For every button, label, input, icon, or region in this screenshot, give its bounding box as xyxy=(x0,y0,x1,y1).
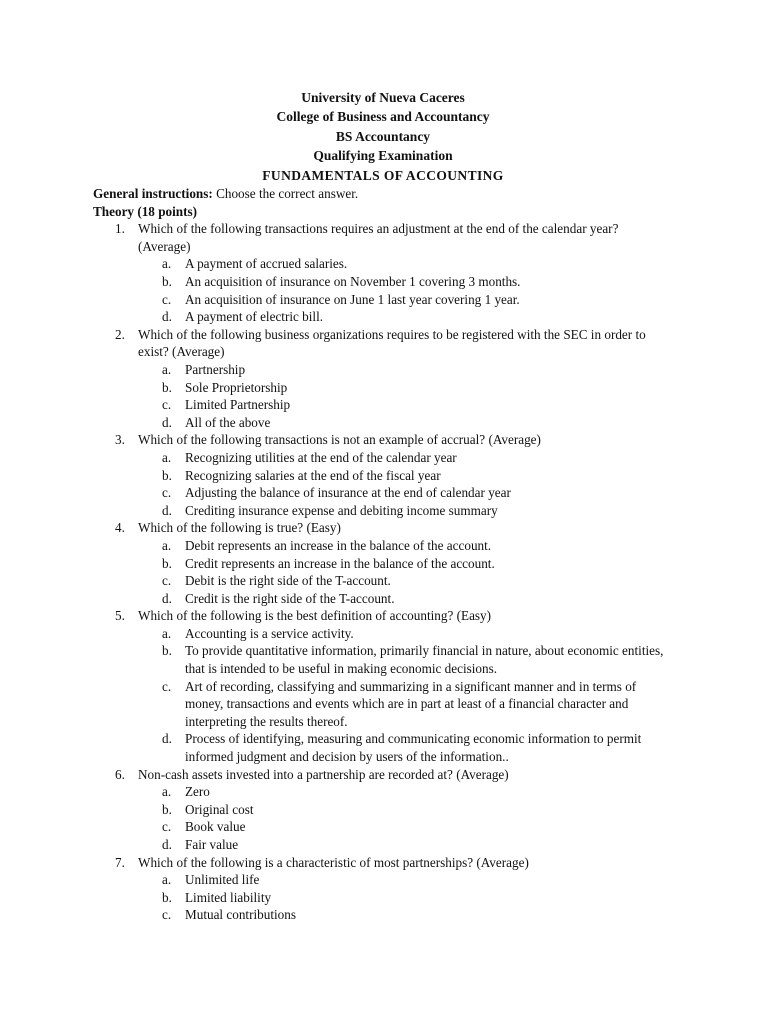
question-text: Which of the following transactions is not an example of accrual? (Average) xyxy=(138,432,541,448)
question-item xyxy=(93,220,673,326)
choice-text: Recognizing salaries at the end of the fiscal year xyxy=(185,467,441,483)
choice-text: Recognizing utilities at the end of the calendar year xyxy=(185,449,457,465)
question-number: 3. xyxy=(115,432,125,448)
choice-text: Limited Partnership xyxy=(185,397,291,413)
university-name: University of Nueva Caceres xyxy=(301,90,465,105)
choice-text: Credit represents an increase in the balance of the account. xyxy=(185,555,495,571)
choice-text: To provide quantitative information, primarily financial in nature, about economic entities, that is intended to be useful in making economic decisions. xyxy=(185,643,664,677)
choice-list xyxy=(138,871,673,924)
choice-item xyxy=(138,484,673,502)
choice-letter: d. xyxy=(162,837,172,852)
college-name: College of Business and Accountancy xyxy=(276,109,490,125)
question-text: Which of the following is a characteristic of most partnerships? (Average) xyxy=(138,854,529,870)
question-number: 5. xyxy=(115,608,125,624)
choice-letter: d. xyxy=(162,502,172,518)
choice-list xyxy=(138,255,673,325)
choice-letter: a. xyxy=(162,872,172,888)
choice-item xyxy=(138,642,673,677)
instructions-text: Choose the correct answer. xyxy=(212,186,359,202)
section-title: Theory (18 points) xyxy=(93,203,198,219)
choice-letter: a. xyxy=(162,256,172,272)
choice-text: All of the above xyxy=(185,414,271,430)
choice-text: A payment of electric bill. xyxy=(185,309,324,325)
choice-text: Debit is the right side of the T-account. xyxy=(185,573,391,589)
choice-list xyxy=(138,361,673,431)
choice-text: Limited liability xyxy=(185,889,272,905)
choice-item xyxy=(138,537,673,555)
question-item xyxy=(93,326,673,432)
choice-letter: a. xyxy=(162,625,172,641)
choice-letter: b. xyxy=(162,643,172,659)
choice-letter: b. xyxy=(162,467,172,483)
choice-text: Art of recording, classifying and summarizing in a significant manner and in terms of money, transactions and events which are in part at least of a financial character and interpreting the results thereof. xyxy=(185,678,637,729)
choice-item xyxy=(138,818,673,836)
choice-text: Partnership xyxy=(185,361,246,377)
choice-text: Adjusting the balance of insurance at the end of calendar year xyxy=(185,485,511,501)
choice-letter: c. xyxy=(162,397,172,413)
choice-item xyxy=(138,572,673,590)
choice-letter: a. xyxy=(162,361,172,377)
choice-text: Fair value xyxy=(185,837,239,852)
choice-letter: b. xyxy=(162,801,172,817)
choice-item xyxy=(138,730,673,765)
choice-list xyxy=(138,537,673,607)
question-item xyxy=(93,519,673,607)
choice-text: Book value xyxy=(185,819,246,835)
choice-letter: b. xyxy=(162,274,172,289)
question-text: Which of the following transactions requires an adjustment at the end of the calendar year? (Average) xyxy=(138,221,619,254)
question-list xyxy=(93,220,673,924)
choice-text: An acquisition of insurance on June 1 last year covering 1 year. xyxy=(185,291,520,307)
choice-letter: c. xyxy=(162,907,172,923)
choice-text: Sole Proprietorship xyxy=(185,379,288,395)
choice-text: Credit is the right side of the T-account. xyxy=(185,590,395,606)
general-instructions xyxy=(93,185,673,203)
choice-item xyxy=(138,414,673,432)
choice-item xyxy=(138,291,673,309)
choice-item xyxy=(138,906,673,924)
choice-item xyxy=(138,449,673,467)
choice-list xyxy=(138,783,673,853)
question-number: 1. xyxy=(115,221,125,237)
choice-item xyxy=(138,555,673,573)
choice-text: Mutual contributions xyxy=(185,907,296,923)
choice-letter: b. xyxy=(162,555,172,571)
choice-letter: d. xyxy=(162,414,172,430)
choice-letter: c. xyxy=(162,819,172,835)
question-text: Non-cash assets invested into a partnership are recorded at? (Average) xyxy=(138,766,509,782)
question-number: 4. xyxy=(115,520,125,536)
choice-text: Process of identifying, measuring and communicating economic information to permit informed judgment and decision by users of the information.. xyxy=(185,731,642,765)
choice-text: Accounting is a service activity. xyxy=(185,625,354,641)
choice-item xyxy=(138,871,673,889)
program-name: BS Accountancy xyxy=(335,128,431,144)
choice-item xyxy=(138,783,673,801)
choice-item xyxy=(138,590,673,608)
choice-letter: c. xyxy=(162,678,172,694)
question-text: Which of the following is the best definition of accounting? (Easy) xyxy=(138,608,492,624)
choice-letter: d. xyxy=(162,731,172,747)
question-item xyxy=(93,854,673,924)
choice-text: Zero xyxy=(185,784,210,800)
choice-item xyxy=(138,889,673,907)
subject-title: FUNDAMENTALS OF ACCOUNTING xyxy=(262,167,504,183)
question-item xyxy=(93,766,673,854)
choice-letter: a. xyxy=(162,537,172,553)
choice-letter: c. xyxy=(162,291,172,307)
choice-text: An acquisition of insurance on November 1 covering 3 months. xyxy=(185,274,521,289)
question-text: Which of the following is true? (Easy) xyxy=(138,520,341,536)
choice-item xyxy=(138,836,673,854)
question-item xyxy=(93,607,673,765)
choice-letter: a. xyxy=(162,784,172,800)
choice-item xyxy=(138,379,673,397)
choice-text: A payment of accrued salaries. xyxy=(185,256,348,272)
choice-item xyxy=(138,502,673,520)
choice-item xyxy=(138,255,673,273)
exam-title: Qualifying Examination xyxy=(313,148,453,164)
choice-letter: c. xyxy=(162,573,172,589)
choice-letter: d. xyxy=(162,309,172,325)
choice-text: Unlimited life xyxy=(185,872,260,888)
choice-item xyxy=(138,273,673,291)
question-text: Which of the following business organizations requires to be registered with the SEC in order to exist? (Average) xyxy=(138,326,646,360)
choice-list xyxy=(138,625,673,766)
question-number: 2. xyxy=(115,326,125,342)
choice-text: Crediting insurance expense and debiting income summary xyxy=(185,502,498,518)
question-number: 6. xyxy=(115,766,125,782)
instructions-label: General instructions: xyxy=(93,186,213,202)
choice-letter: d. xyxy=(162,590,172,606)
choice-letter: b. xyxy=(162,379,172,395)
choice-item xyxy=(138,396,673,414)
choice-item xyxy=(138,625,673,643)
choice-list xyxy=(138,449,673,519)
choice-item xyxy=(138,467,673,485)
choice-text: Debit represents an increase in the balance of the account. xyxy=(185,537,492,553)
choice-letter: a. xyxy=(162,449,172,465)
question-number: 7. xyxy=(115,854,125,870)
choice-item xyxy=(138,678,673,731)
choice-item xyxy=(138,801,673,819)
question-item xyxy=(93,431,673,519)
choice-letter: c. xyxy=(162,485,172,501)
choice-item xyxy=(138,361,673,379)
choice-text: Original cost xyxy=(185,801,254,817)
choice-item xyxy=(138,308,673,326)
choice-letter: b. xyxy=(162,889,172,905)
